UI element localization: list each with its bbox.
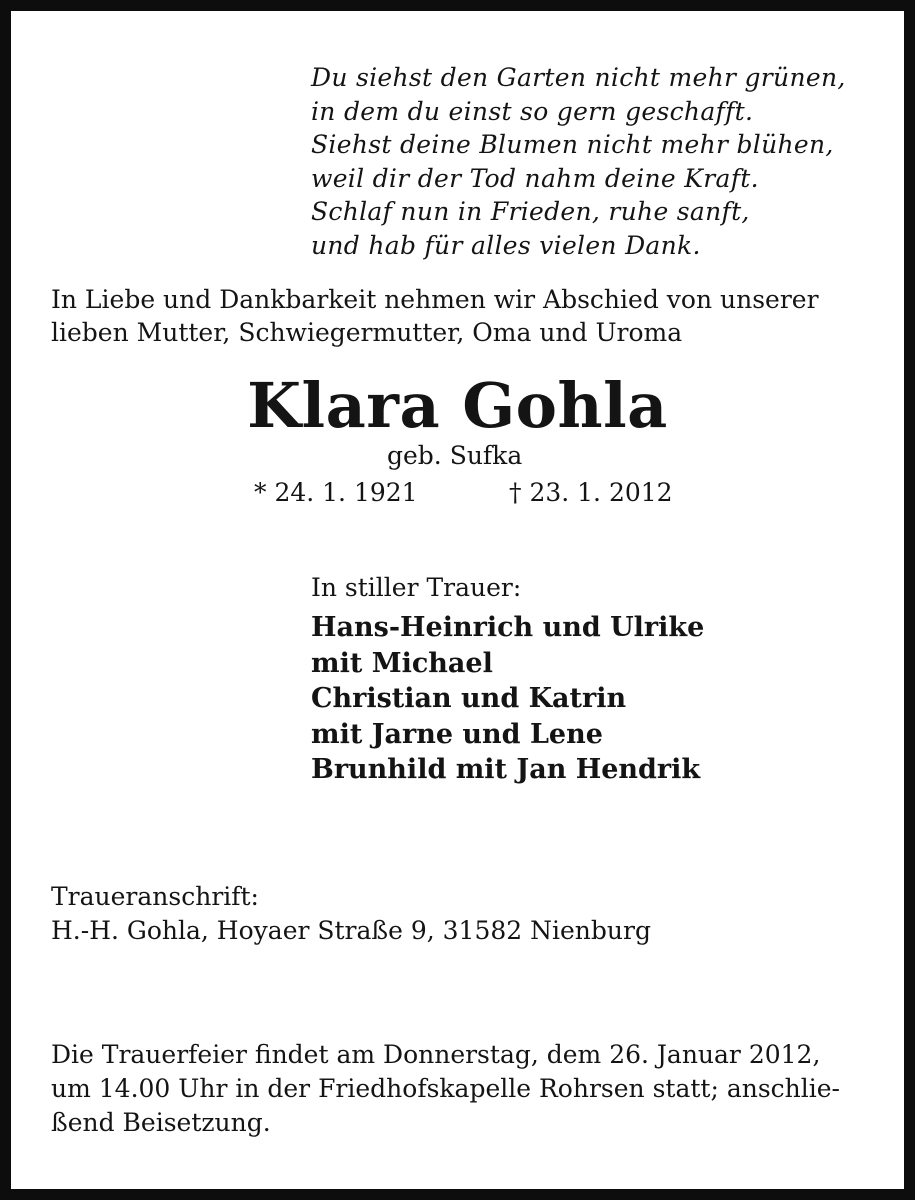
service-line: Die Trauerfeier findet am Donnerstag, dem 26. Januar 2012, xyxy=(51,1040,821,1069)
service-line: ßend Beisetzung. xyxy=(51,1108,271,1137)
poem-line: Du siehst den Garten nicht mehr grünen, xyxy=(311,63,846,92)
intro-line: lieben Mutter, Schwiegermutter, Oma und Uroma xyxy=(51,318,683,347)
poem-line: weil dir der Tod nahm deine Kraft. xyxy=(311,163,759,193)
address-label: Traueranschrift: xyxy=(51,882,259,911)
mourning-label: In stiller Trauer: xyxy=(311,573,522,602)
intro-line: In Liebe und Dankbarkeit nehmen wir Abschied von unserer xyxy=(51,285,819,314)
poem-line: Siehst deine Blumen nicht mehr blühen, xyxy=(311,130,834,159)
mourner-line: Brunhild mit Jan Hendrik xyxy=(311,754,701,785)
poem-line: und hab für alles vielen Dank. xyxy=(311,230,701,260)
birth-name: geb. Sufka xyxy=(387,441,523,470)
mourner-line: mit Michael xyxy=(311,647,493,679)
memorial-poem xyxy=(311,61,846,262)
deceased-name: Klara Gohla xyxy=(247,369,668,442)
poem-line: in dem du einst so gern geschafft. xyxy=(311,96,754,126)
mourning-address xyxy=(51,880,651,948)
poem-line: Schlaf nun in Frieden, ruhe sanft, xyxy=(311,197,750,226)
farewell-intro xyxy=(51,283,819,349)
service-line: um 14.00 Uhr in der Friedhofskapelle Rohrsen statt; anschlie- xyxy=(51,1074,841,1103)
death-date: † 23. 1. 2012 xyxy=(509,478,673,507)
mourner-line: mit Jarne und Lene xyxy=(311,718,603,750)
mourner-line: Hans-Heinrich und Ulrike xyxy=(311,612,705,643)
mourner-line: Christian und Katrin xyxy=(311,683,627,714)
funeral-service-info xyxy=(51,1038,840,1140)
birth-date: * 24. 1. 1921 xyxy=(254,478,418,507)
mourners-list xyxy=(311,610,704,788)
address-line: H.-H. Gohla, Hoyaer Straße 9, 31582 Nienburg xyxy=(51,916,651,945)
